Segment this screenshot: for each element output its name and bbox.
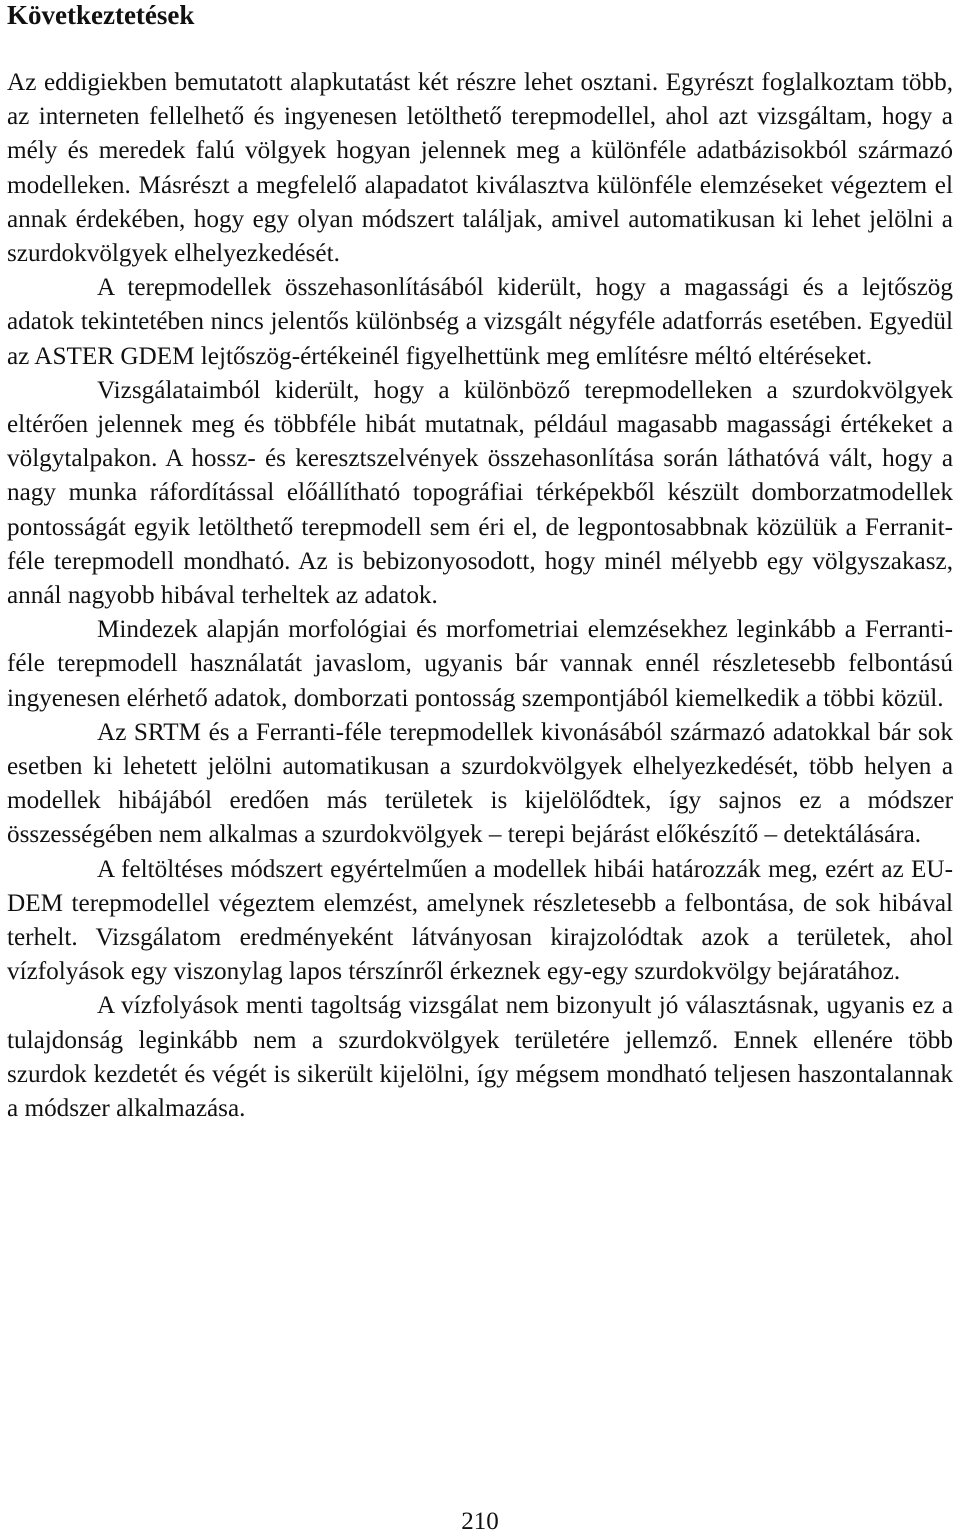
page-number: 210	[461, 1508, 499, 1535]
document-page	[7, 0, 953, 1126]
paragraph-2: A terepmodellek összehasonlításából kiderült, hogy a magassági és a lejtőszög adatok tekintetében nincs jelentős különbség a vizsgált négyféle adatforrás esetében. Egyedül az ASTER GDEM lejtőszög-értékeinél figyelhettünk meg említésre méltó eltéréseket.	[7, 274, 953, 370]
section-heading: Következtetések	[7, 0, 195, 30]
paragraph-4: Mindezek alapján morfológiai és morfometriai elemzésekhez leginkább a Ferranti-féle terepmodell használatát javaslom, ugyanis bár vannak ennél részletesebb felbontású ingyenesen elérhető adatok, domborzati pontosság szempontjából kiemelkedik a többi közül.	[7, 616, 953, 712]
paragraph-5: Az SRTM és a Ferranti-féle terepmodellek kivonásából származó adatokkal bár sok esetben ki lehetett jelölni automatikusan a szurdokvölgyek elhelyezkedését, több helyen a modellek hibájából eredően más területek is kijelölődtek, így sajnos ez a módszer összességében nem alkalmas a szurdokvölgyek – terepi bejárást előkészítő – detektálására.	[7, 718, 953, 849]
paragraph-1: Az eddigiekben bemutatott alapkutatást két részre lehet osztani. Egyrészt foglalkoztam több, az interneten fellelhető és ingyenesen letölthető terepmodellel, ahol azt vizsgáltam, hogy a mély és meredek falú völgyek hogyan jelennek meg a különféle adatbázisokból származó modelleken. Másrészt a megfelelő alapadatot kiválasztva különféle elemzéseket végeztem el annak érdekében, hogy egy olyan módszert találjak, amivel automatikusan ki lehet jelölni a szurdokvölgyek elhelyezkedését.	[7, 69, 953, 268]
paragraph-7: A vízfolyások menti tagoltság vizsgálat nem bizonyult jó választásnak, ugyanis ez a tulajdonság leginkább nem a szurdokvölgyek területére jellemző. Ennek ellenére több szurdok kezdetét és végét is sikerült kijelölni, így mégsem mondható teljesen haszontalannak a módszer alkalmazása.	[7, 992, 953, 1123]
paragraph-6: A feltöltéses módszert egyértelműen a modellek hibái határozzák meg, ezért az EU-DEM terepmodellel végeztem elemzést, amelynek részletesebb a felbontása, de sok hibával terhelt. Vizsgálatom eredményeként látványosan kirajzolódtak azok a területek, ahol vízfolyások egy viszonylag lapos térszínről érkeznek egy-egy szurdokvölgy bejáratához.	[7, 855, 953, 986]
paragraph-3: Vizsgálataimból kiderült, hogy a különböző terepmodelleken a szurdokvölgyek eltérően jelennek meg és többféle hibát mutatnak, például magasabb magassági értékeket a völgytalpakon. A hossz- és keresztszelvények összehasonlítása során láthatóvá vált, hogy a nagy munka ráfordítással előállítható topográfiai térképekből készült domborzatmodellek pontosságát egyik letölthető terepmodell sem éri el, de legpontosabbnak közülük a Ferranit-féle terepmodell mondható. Az is bebizonyosodott, hogy minél mélyebb egy völgyszakasz, annál nagyobb hibával terheltek az adatok.	[7, 376, 953, 610]
body-text	[7, 66, 953, 1126]
